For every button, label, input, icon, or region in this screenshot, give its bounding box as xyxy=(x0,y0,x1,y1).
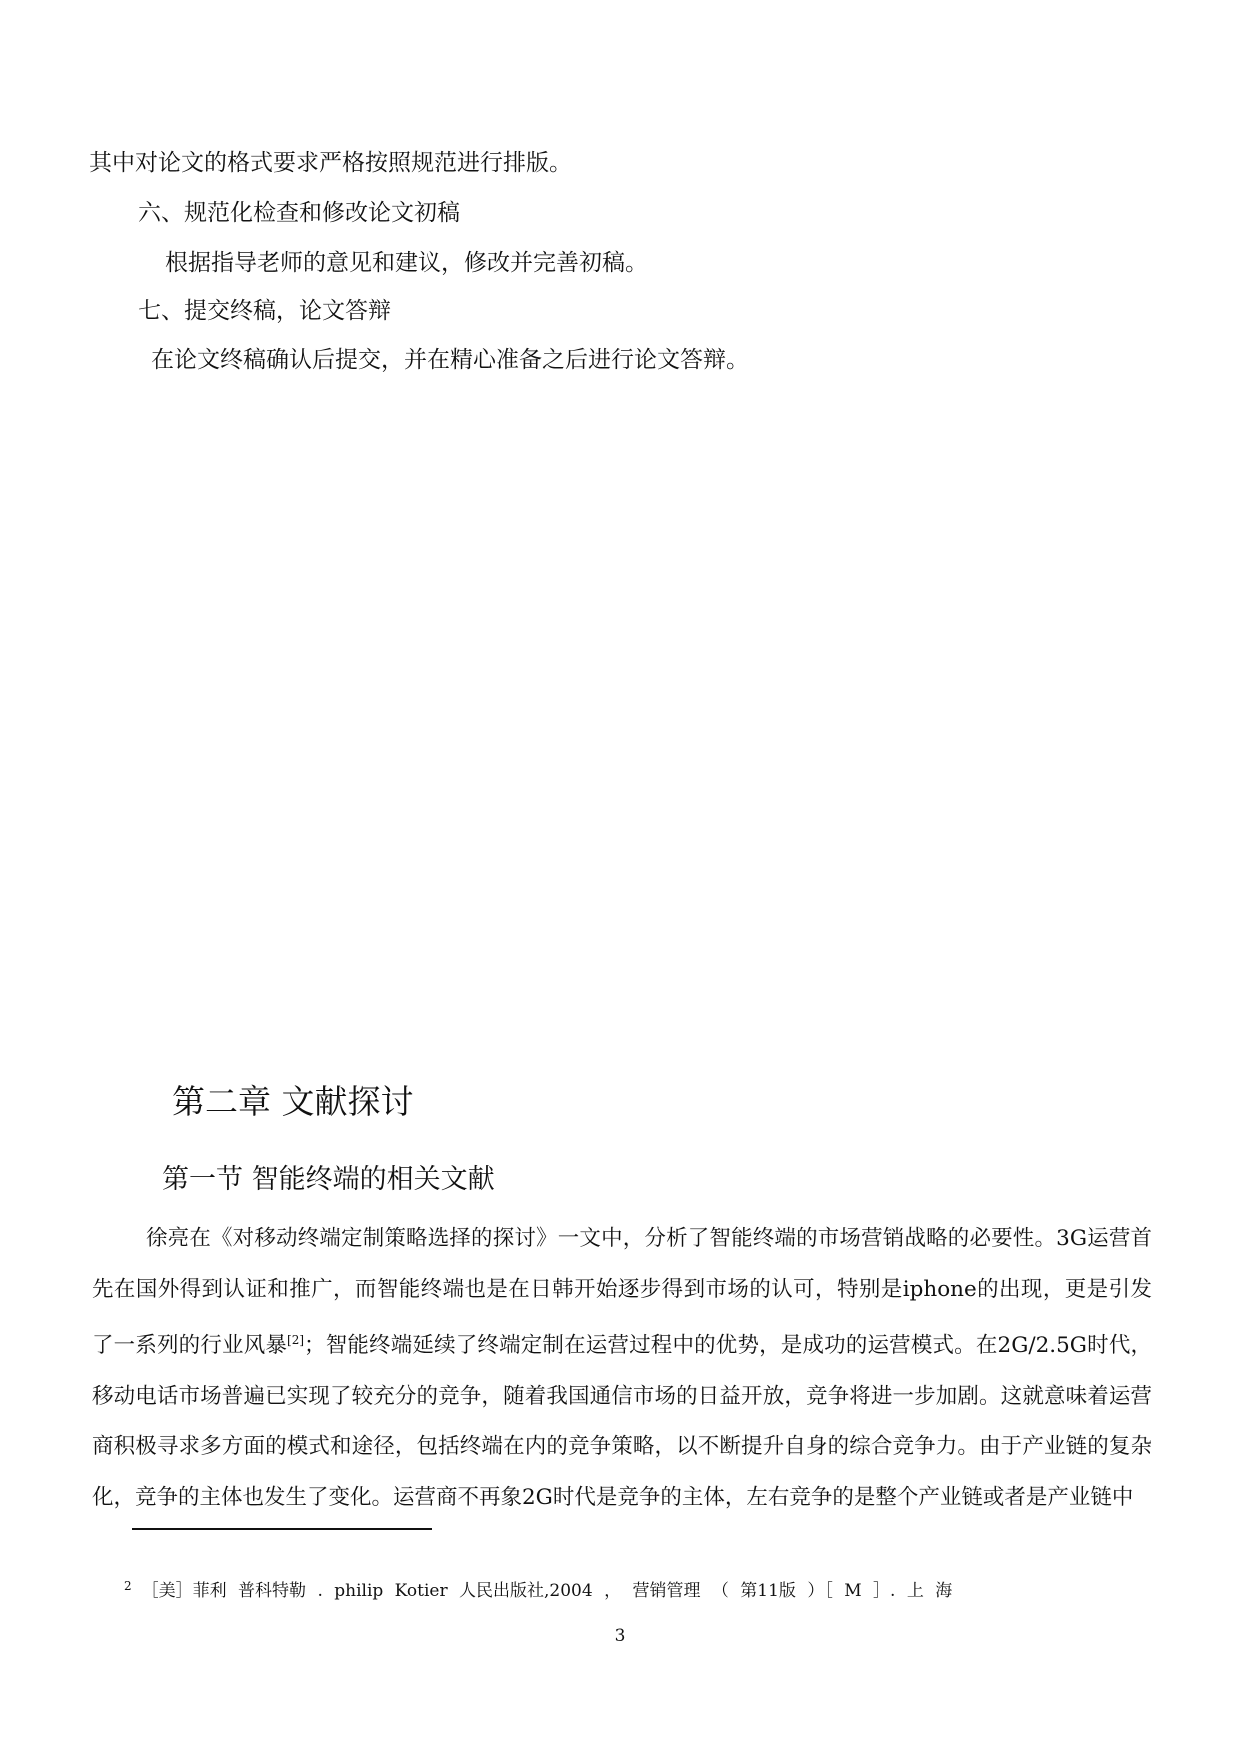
footnote-marker: 2 xyxy=(124,1579,132,1593)
body-text-part-2: ；智能终端延续了终端定制在运营过程中的优势，是成功的运营模式。在2G/2.5G时代，移动电话市场普遍已实现了较充分的竞争，随着我国通信市场的日益开放，竞争将进一步加剧。这就意味着运营商积极寻求多方面的模式和途径，包括终端在内的竞争策略，以不断提升自身的综合竞争力。由于产业链的复杂化，竞争的主体也发生了变化。运营商不再象2G时代是竞争的主体，左右竞争的是整个产业链或者是产业链中 xyxy=(92,1333,1152,1510)
footnote-reference: [2] xyxy=(287,1333,305,1347)
section-title: 第一节 智能终端的相关文献 xyxy=(162,1164,495,1195)
footnote-separator xyxy=(132,1528,432,1530)
footnote-text: ［美］菲利 普科特勒 . philip Kotier 人民出版社,2004 ， 营销管理 （ 第11版 ）［ M ］. 上 海 xyxy=(141,1581,953,1601)
text-line-2: 六、规范化检查和修改论文初稿 xyxy=(138,200,460,226)
page-number: 3 xyxy=(614,1626,626,1646)
text-line-3: 根据指导老师的意见和建议，修改并完善初稿。 xyxy=(165,250,648,276)
body-text-part-1: 徐亮在《对移动终端定制策略选择的探讨》一文中，分析了智能终端的市场营销战略的必要性。3G运营首先在国外得到认证和推广，而智能终端也是在日韩开始逐步得到市场的认可，特别是iphone的出现，更是引发了一系列的行业风暴 xyxy=(92,1226,1152,1358)
text-line-5: 在论文终稿确认后提交，并在精心准备之后进行论文答辩。 xyxy=(151,347,749,373)
text-line-1: 其中对论文的格式要求严格按照规范进行排版。 xyxy=(89,150,572,176)
chapter-title: 第二章 文献探讨 xyxy=(172,1082,414,1121)
text-line-4: 七、提交终稿，论文答辩 xyxy=(138,298,391,324)
body-paragraph xyxy=(92,1214,1152,1523)
footnote xyxy=(124,1574,952,1603)
